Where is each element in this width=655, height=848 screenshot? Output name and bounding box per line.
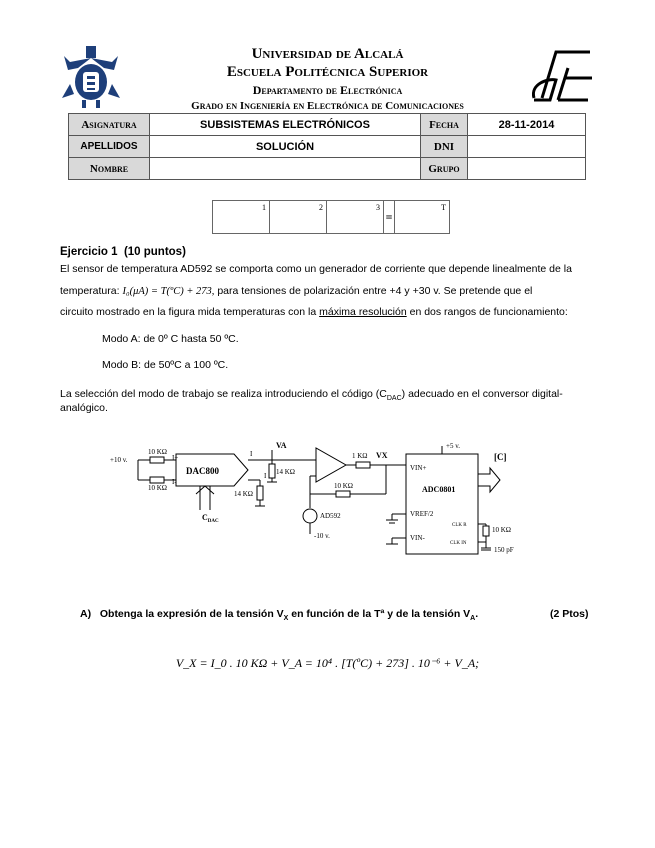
vref2-label: VREF/2 [410,510,434,518]
student-info-table [68,113,586,180]
grupo-value[interactable] [468,158,586,180]
cclk-label: 150 pF [494,546,514,554]
resistor-top [150,457,164,463]
r10k-fb-label: 10 KΩ [334,482,354,490]
modo-a: Modo A: de 0º C hasta 50 ºC. [102,333,239,345]
modo-b: Modo B: de 50ºC a 100 ºC. [102,359,229,371]
score-cell-2[interactable]: 2 [270,201,327,234]
vin-plus-label: VIN+ [410,464,427,472]
p4-pre: La selección del modo de trabajo se realiza introduciendo el código (C [60,388,387,400]
p3-post: en dos rangos de funcionamiento: [409,306,568,318]
cdac-label: $C_{DAC}$ [202,513,219,524]
dni-label: DNI [421,136,468,158]
question-a-sub1: X [283,615,289,623]
department-logo [528,44,596,106]
r14b-label: 14 KΩ [234,490,254,498]
vcc-label: +5 v. [446,442,460,450]
score-table [212,200,450,234]
fecha-value: 28-11-2014 [468,114,586,136]
opamp [316,448,346,482]
question-a-text-mid: en función de la Tª y de la tensión V [288,608,471,620]
neg10-label: -10 v. [314,532,330,540]
apellidos-label: APELLIDOS [69,136,150,158]
rclk-label: 10 KΩ [492,526,512,534]
grupo-label: Grupo [421,158,468,180]
nombre-value[interactable] [150,158,421,180]
paragraph-5: analógico. [60,402,108,414]
department-name: Departamento de Electrónica [252,83,403,97]
circuit-diagram [110,440,530,585]
exercise-title-text: Ejercicio 1 [60,246,118,258]
p3-underline: máxima resolución [319,306,407,318]
p2-pre: temperatura: [60,285,120,297]
apellidos-value[interactable]: SOLUCIÓN [150,136,421,158]
asignatura-value: SUBSISTEMAS ELECTRÓNICOS [150,114,421,136]
score-equals: = [384,201,395,234]
p4-sub: DAC [386,395,402,403]
output-label: [C] [494,452,507,462]
r14a-label: 14 KΩ [276,468,296,476]
dni-value[interactable] [468,136,586,158]
r1k-label: 1 KΩ [352,452,368,460]
vin-minus-label: VIN- [410,534,425,542]
clkr-label: CLK R [452,523,467,528]
va-label: VA [276,441,287,450]
adc-label: ADC0801 [422,485,456,494]
exercise-title [60,246,186,258]
school-name: Escuela Politécnica Superior [226,64,429,80]
ad592-label: AD592 [320,512,341,520]
question-a-label: A) [80,608,92,620]
score-total[interactable]: T [395,201,450,234]
exercise-points: (10 puntos) [123,246,186,258]
i-label-2: I [264,472,267,480]
r-top-label: 10 KΩ [148,448,168,456]
asignatura-label: Asignatura [69,114,150,136]
score-cell-3[interactable]: 3 [327,201,384,234]
p2-post: para tensiones de polarización entre +4 y +30 v. Se pretende que el [217,285,533,297]
resistor-10k-fb [336,491,350,497]
r-bottom-label: 10 KΩ [148,484,168,492]
question-a-text-end: . [475,608,479,620]
resistor-bottom [150,477,164,483]
p3-pre: circuito mostrado en la figura mida temperaturas con la [60,306,317,318]
university-name: Universidad de Alcalá [251,46,404,62]
output-bus-arrow [478,468,500,492]
degree-name: Grado en Ingeniería en Electrónica de Comunicaciones [191,100,464,112]
fecha-label: Fecha [421,114,468,136]
clkin-label: CLK IN [450,541,467,546]
resistor-clk [483,526,489,536]
i-label: I [250,450,253,458]
logo-text: dE [528,44,530,45]
question-a-text-pre: Obtenga la expresión de la tensión V [99,608,284,620]
p4-post: ) adecuado en el conversor digital- [401,388,563,400]
ad592-source [303,509,317,523]
resistor-1k [356,462,370,468]
vx-label: VX [376,451,388,460]
nombre-label: Nombre [69,158,150,180]
p2-formula: I₀(μA) = T(ºC) + 273, [122,286,215,297]
question-a-points: (2 Ptos) [550,608,589,620]
question-a-sub2: A [470,615,476,623]
paragraph-1: El sensor de temperatura AD592 se comporta como un generador de corriente que depende linealmente de la [60,263,572,275]
resistor-14k-a [269,464,275,478]
question-a-answer: V_X = I_0 . 10 KΩ + V_A = 10⁴ . [T(ºC) + 273] . 10⁻⁶ + V_A; [175,656,480,670]
i-plus-label: I+ [172,454,179,462]
vref-label: +10 v. [110,456,128,464]
score-cell-1[interactable]: 1 [213,201,270,234]
dac-label: DAC800 [186,466,219,476]
paragraph-3 [60,305,597,319]
resistor-14k-b [257,486,263,500]
paragraph-2 [60,284,597,299]
question-a [80,608,478,622]
i-minus-label: I- [172,478,177,486]
